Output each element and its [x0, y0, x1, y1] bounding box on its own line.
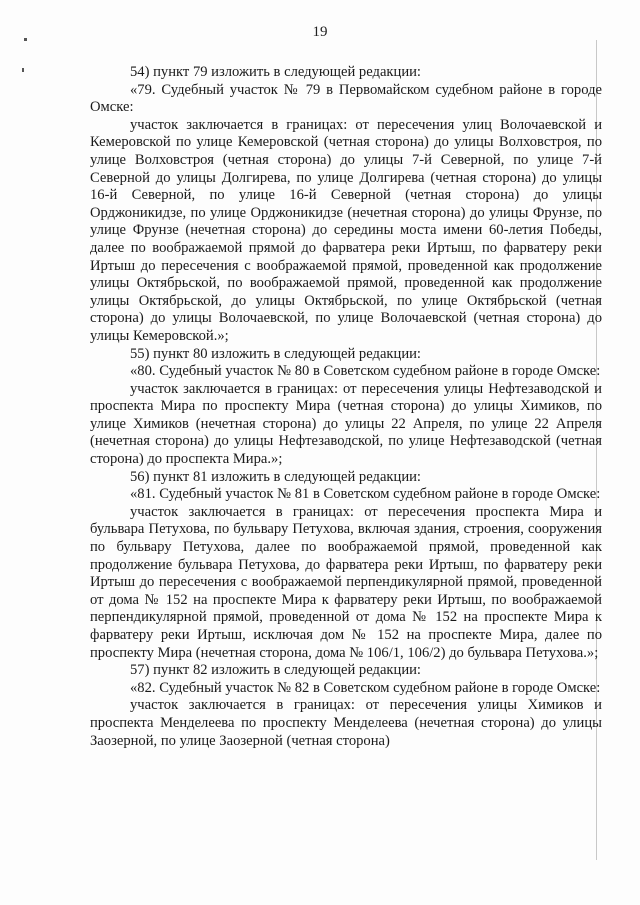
amendment-item-54: 54) пункт 79 изложить в следующей редакции:: [130, 64, 421, 80]
section-82-heading: «82. Судебный участок № 82 в Советском судебном районе в городе Омске:: [130, 679, 601, 696]
section-81-boundaries: участок заключается в границах: от пересечения проспекта Мира и бульвара Петухова, по бульвару Петухова, включая здания, строения, сооружения по бульвару Петухова, далее по воображаемой прямой, проведенной как продолжение бульвара Петухова, до фарватера реки Иртыш, по фарватеру реки Иртыш до пересечения с воображаемой перпендикулярной прямой, проведенной от дома № 152 на проспекте Мира к фарватеру реки Иртыш, по воображаемой перпендикулярной прямой, проведенной от дома № 152 на проспекте Мира к фарватеру реки Иртыш, исключая дом № 152 на проспекте Мира, далее по проспекту Мира (нечетная сторона, дома № 106/1, 106/2) до бульвара Петухова.»;: [90, 503, 602, 661]
section-82-boundaries: участок заключается в границах: от пересечения улицы Химиков и проспекта Менделеева по проспекту Менделеева (нечетная сторона) до улицы Заозерной, по улице Заозерной (четная сторона): [90, 697, 602, 749]
scan-dot-mid: [22, 68, 24, 72]
document-body: [90, 64, 602, 750]
section-79-boundaries: участок заключается в границах: от пересечения улиц Волочаевской и Кемеровской по улице Кемеровской (четная сторона) до улицы Волховстроя, по улице Волховстроя (четная сторона) до улицы 7-й Северной, по улице 7-й Северной до улицы Долгирева, по улице Долгирева (четная сторона) до улицы 16-й Северной, по улице 16-й Северной (четная сторона) до улицы Орджоникидзе, по улице Орджоникидзе (нечетная сторона) до улицы Фрунзе, по улице Фрунзе (нечетная сторона) до середины моста имени 60-летия Победы, далее по воображаемой прямой до фарватера реки Иртыш, по фарватеру реки Иртыш до пересечения с воображаемой прямой, проведенной как продолжение улицы Октябрьской, по воображаемой прямой, проведенной как продолжение улицы Октябрьской, до улицы Октябрьской, по улице Октябрьской (четная сторона) до улицы Волочаевской, по улице Волочаевской (четная сторона) до улицы Кемеровской.»;: [90, 116, 602, 344]
section-81-heading: «81. Судебный участок № 81 в Советском судебном районе в городе Омске:: [130, 486, 601, 503]
section-80-heading: «80. Судебный участок № 80 в Советском судебном районе в городе Омске:: [130, 363, 601, 380]
amendment-item-57: 57) пункт 82 изложить в следующей редакции:: [130, 662, 421, 679]
page-number: 19: [312, 24, 328, 40]
section-80-boundaries: участок заключается в границах: от пересечения улицы Нефтезаводской и проспекта Мира по проспекту Мира (четная сторона) до улицы Химиков, по улице Химиков (нечетная сторона) до улицы 22 Апреля, по улице 22 Апреля (нечетная сторона) до улицы Нефтезаводской, по улице Нефтезаводской (четная сторона) до проспекта Мира.»;: [90, 380, 602, 468]
section-79-heading: «79. Судебный участок № 79 в Первомайском судебном районе в городе Омске:: [90, 81, 602, 116]
amendment-item-55: 55) пункт 80 изложить в следующей редакции:: [130, 345, 421, 362]
amendment-item-56: 56) пункт 81 изложить в следующей редакции:: [130, 468, 421, 485]
